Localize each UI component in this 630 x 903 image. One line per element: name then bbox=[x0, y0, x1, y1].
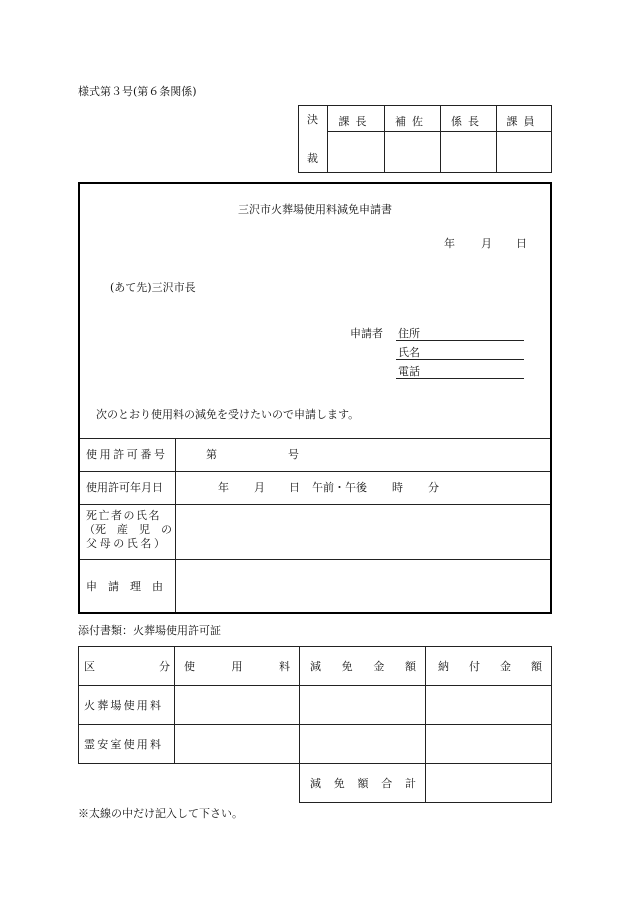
address-label: 住所 bbox=[398, 327, 420, 340]
fee-total-label: 減免額合計 bbox=[310, 777, 416, 790]
name-line[interactable] bbox=[396, 359, 524, 360]
fee-row-crematorium: 火葬場使用料 bbox=[84, 699, 164, 712]
approval-label-top: 決 bbox=[307, 113, 318, 126]
approval-header-chief: 係長 bbox=[451, 115, 485, 128]
approval-table bbox=[298, 105, 552, 173]
permit-date-hour: 時 bbox=[392, 481, 403, 494]
fee-header-reduction: 減免金額 bbox=[310, 660, 416, 673]
permit-date-label: 使用許可年月日 bbox=[86, 481, 163, 494]
deceased-label-line1: 死亡者の氏名 bbox=[86, 509, 161, 522]
permit-date-minute: 分 bbox=[428, 481, 439, 494]
permit-number-suffix: 号 bbox=[288, 448, 299, 461]
permit-date-year: 年 bbox=[218, 481, 229, 494]
date-month: 月 bbox=[481, 237, 492, 250]
deceased-label-line3: 父母の氏名） bbox=[86, 537, 168, 550]
fee-header-category: 区分 bbox=[84, 660, 170, 673]
form-title: 三沢市火葬場使用料減免申請書 bbox=[238, 203, 392, 216]
phone-line[interactable] bbox=[396, 378, 524, 379]
permit-date-month: 月 bbox=[254, 481, 265, 494]
permit-number-label: 使用許可番号 bbox=[86, 448, 168, 461]
permit-date-day: 日 bbox=[289, 481, 300, 494]
approval-label-bottom: 裁 bbox=[307, 152, 318, 165]
applicant-label: 申請者 bbox=[350, 327, 383, 340]
date-year: 年 bbox=[444, 237, 455, 250]
addressee: (あて先)三沢市長 bbox=[110, 281, 196, 294]
fee-row-mortuary: 霊安室使用料 bbox=[84, 738, 164, 751]
form-number: 様式第３号(第６条関係) bbox=[78, 85, 197, 98]
address-line[interactable] bbox=[396, 340, 524, 341]
fee-header-payment: 納付金額 bbox=[438, 660, 542, 673]
application-box bbox=[78, 182, 552, 614]
approval-header-assistant: 補佐 bbox=[395, 115, 429, 128]
approval-header-staff: 課員 bbox=[506, 115, 541, 128]
approval-header-section-chief: 課長 bbox=[338, 115, 373, 128]
date-day: 日 bbox=[516, 237, 527, 250]
footnote: ※太線の中だけ記入して下さい。 bbox=[78, 807, 243, 820]
permit-number-prefix: 第 bbox=[206, 448, 217, 461]
deceased-label-line2: （死 産 児 の bbox=[84, 523, 172, 536]
statement: 次のとおり使用料の減免を受けたいので申請します。 bbox=[96, 408, 360, 421]
fee-header-usage-fee: 使用料 bbox=[184, 660, 290, 673]
phone-label: 電話 bbox=[398, 365, 420, 378]
name-label: 氏名 bbox=[398, 346, 420, 359]
reason-label: 申請理由 bbox=[86, 580, 174, 593]
attachment-note: 添付書類：火葬場使用許可証 bbox=[78, 624, 221, 637]
permit-date-ampm: 午前・午後 bbox=[312, 481, 367, 494]
fee-table bbox=[78, 646, 552, 803]
